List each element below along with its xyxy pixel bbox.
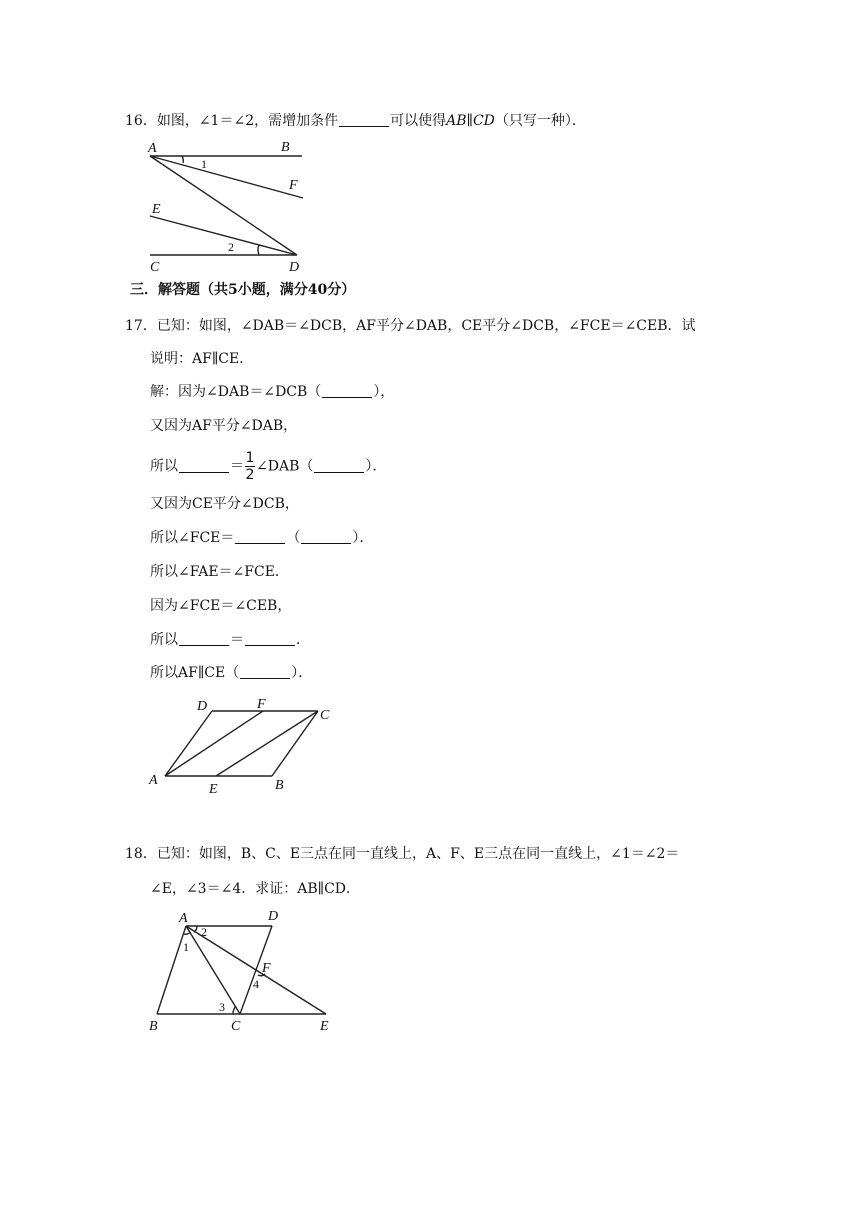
q17-line2: 说明：AF∥CE． xyxy=(150,351,254,367)
q18-label-d: D xyxy=(268,909,279,924)
q17-step3-d: ）． xyxy=(365,458,387,475)
q17-step5-c: ）． xyxy=(352,530,374,546)
q18-line-ab xyxy=(157,926,186,1014)
q18-label-a: A xyxy=(179,911,188,926)
q16-label-d: D xyxy=(289,260,300,275)
q17-step3-a: 所以 xyxy=(150,458,178,475)
q18-label-angle1: 1 xyxy=(183,940,189,954)
q17-label-b: B xyxy=(275,778,284,793)
q17-number: 17． xyxy=(125,318,157,334)
q18-angle3-arc xyxy=(233,1006,236,1014)
q16-label-angle2: 2 xyxy=(228,240,234,254)
q16-label-c: C xyxy=(150,260,160,275)
q17-step3-b: ＝ xyxy=(230,458,244,475)
q16-label-a: A xyxy=(148,141,157,156)
section3-title: 三．解答题（共5小题，满分40分） xyxy=(130,282,356,298)
q18-label-angle3: 3 xyxy=(219,1000,225,1014)
q17-frac-num: 1 xyxy=(245,450,255,466)
q18-label-angle2: 2 xyxy=(201,925,207,939)
q18-text-line1: 已知：如图，B、C、E三点在同一直线上，A、F、E三点在同一直线上，∠1＝∠2＝ xyxy=(156,846,680,862)
q17-label-a: A xyxy=(149,773,158,788)
q18-line2: ∠E，∠3＝∠4．求证：AB∥CD． xyxy=(150,881,361,897)
q16-label-f: F xyxy=(289,178,298,193)
q17-step1-a: 解：因为∠DAB＝∠DCB（ xyxy=(150,384,322,400)
q17-step8-c: ． xyxy=(296,632,310,648)
q17-step1-b: ）， xyxy=(373,384,395,400)
q16-text-a: 如图，∠1＝∠2，需增加条件 xyxy=(156,113,339,129)
q17-step4: 又因为CE平分∠DCB， xyxy=(150,496,299,512)
q17-step9-b: ）． xyxy=(291,665,313,681)
q18-label-f: F xyxy=(262,961,271,976)
q18-angle1-arc xyxy=(184,932,190,934)
q18-label-e: E xyxy=(320,1019,329,1034)
q16-text-c: （只写一种）． xyxy=(494,113,586,129)
q16-label-angle1: 1 xyxy=(201,157,207,171)
q18-line-ae xyxy=(186,926,326,1014)
q17-text-line1: 已知：如图，∠DAB＝∠DCB，AF平分∠DAB，CE平分∠DCB，∠FCE＝∠CEB．试 xyxy=(156,318,696,334)
q17-step6: 所以∠FAE＝∠FCE． xyxy=(150,564,289,580)
q17-label-c: C xyxy=(320,708,330,723)
q18-label-angle4: 4 xyxy=(253,977,259,991)
q17-step9-a: 所以AF∥CE（ xyxy=(150,665,240,681)
q17-step3-c: ∠DAB（ xyxy=(256,458,314,475)
q17-label-d: D xyxy=(197,699,208,714)
q17-label-e: E xyxy=(209,782,218,797)
q17-label-f: F xyxy=(257,697,266,712)
q17-step5-b: （ xyxy=(286,530,301,546)
q16-label-b: B xyxy=(281,140,290,155)
q17-frac-den: 2 xyxy=(245,467,255,483)
q16-math: AB∥CD xyxy=(446,113,495,129)
q16-text-b: 可以使得 xyxy=(390,113,447,129)
q18-line-ac xyxy=(186,926,240,1014)
q17-step8-a: 所以 xyxy=(150,632,178,648)
q18-number: 18． xyxy=(125,846,157,862)
q17-step5-a: 所以∠FCE＝ xyxy=(150,530,235,546)
q17-step7: 因为∠FCE＝∠CEB， xyxy=(150,598,292,614)
q18-label-b: B xyxy=(149,1019,158,1034)
q16-number: 16． xyxy=(125,113,157,129)
q16-label-e: E xyxy=(152,202,161,217)
q17-step8-b: ＝ xyxy=(230,632,244,648)
q17-step2: 又因为AF平分∠DAB， xyxy=(150,418,298,434)
q18-angle2-arc xyxy=(194,926,197,932)
q18-label-c: C xyxy=(231,1019,241,1034)
